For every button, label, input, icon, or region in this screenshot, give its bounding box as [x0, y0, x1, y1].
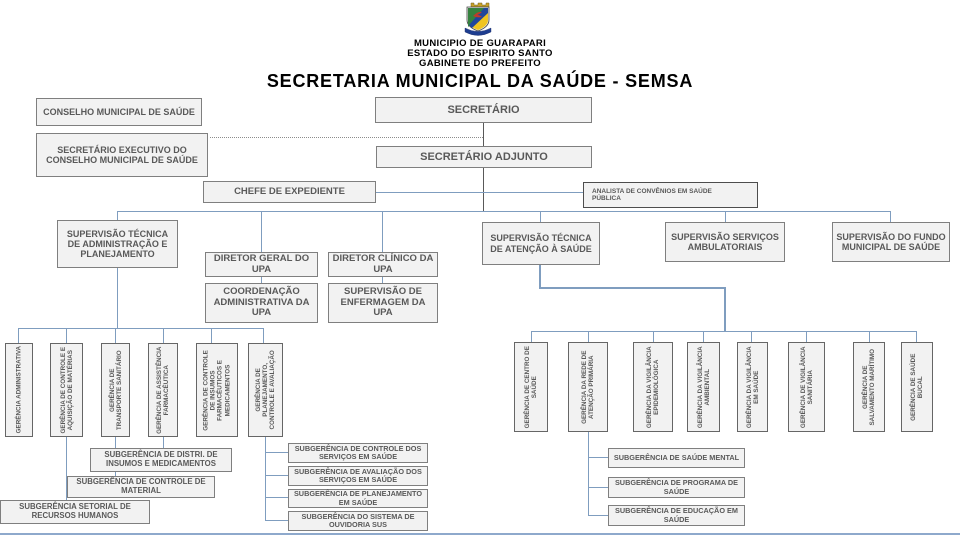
box-secretario: SECRETÁRIO	[375, 97, 592, 123]
box-supervisao-admin-planejamento: SUPERVISÃO TÉCNICA DE ADMINISTRAÇÃO E PLANEJAMENTO	[57, 220, 178, 268]
gerencia-label: GERÊNCIA DE TRANSPORTE SANITÁRIO	[108, 350, 123, 430]
box-supervisao-ambulatoriais: SUPERVISÃO SERVIÇOS AMBULATORIAIS	[665, 222, 785, 262]
connector-line	[265, 520, 288, 521]
box-subgerencia-recursos-humanos: SUBGERÊNCIA SETORIAL DE RECURSOS HUMANOS	[0, 500, 150, 524]
connector-line	[382, 211, 383, 252]
connector-line	[265, 452, 288, 453]
box-gerencia-salvamento-maritimo	[853, 342, 885, 432]
connector-line	[117, 268, 118, 329]
org-line-2: ESTADO DO ESPIRITO SANTO	[407, 48, 553, 59]
connector-line	[117, 211, 891, 212]
connector-line	[163, 437, 164, 448]
connector-line	[531, 331, 532, 342]
box-gerencia-vigilancia-sanitaria	[788, 342, 825, 432]
gerencia-label: GERÊNCIA DE SAÚDE BUCAL	[909, 353, 924, 421]
box-conselho-municipal: CONSELHO MUNICIPAL DE SAÚDE	[36, 98, 202, 126]
connector-line	[588, 432, 589, 516]
connector-line	[588, 331, 589, 342]
box-gerencia-transporte-sanitario	[101, 343, 130, 437]
connector-line	[376, 192, 583, 193]
box-subgerencia-distri-insumos: SUBGERÊNCIA DE DISTRI. DE INSUMOS E MEDICAMENTOS	[90, 448, 232, 472]
connector-line	[265, 437, 266, 521]
gerencia-label: GERÊNCIA DE SALVAMENTO MARÍTIMO	[861, 348, 876, 426]
connector-line	[261, 211, 262, 252]
connector-line	[588, 457, 608, 458]
box-gerencia-controle-insumos	[196, 343, 238, 437]
connector-line	[263, 328, 264, 343]
box-diretor-clinico-upa: DIRETOR CLÍNICO DA UPA	[328, 252, 438, 277]
box-gerencia-rede-atencao-primaria	[568, 342, 608, 432]
box-gerencia-saude-bucal	[901, 342, 933, 432]
connector-line	[483, 168, 484, 211]
connector-line	[588, 487, 608, 488]
gerencia-label: GERÊNCIA DE CONTROLE E AQUISIÇÃO DE MATÉRIAS	[59, 346, 74, 434]
box-chefe-expediente: CHEFE DE EXPEDIENTE	[203, 181, 376, 203]
connector-line	[869, 331, 870, 342]
box-subgerencia-controle-material: SUBGERÊNCIA DE CONTROLE DE MATERIAL	[67, 476, 215, 498]
box-subgerencia-controle-servicos: SUBGERÊNCIA DE CONTROLE DOS SERVIÇOS EM SAÚDE	[288, 443, 428, 463]
box-gerencia-vigilancia-ambiental	[687, 342, 720, 432]
gerencia-label: GERÊNCIA DA REDE DE ATENÇÃO PRIMÁRIA	[580, 350, 595, 424]
connector-line	[916, 331, 917, 342]
box-gerencia-assistencia-farmaceutica	[148, 343, 178, 437]
box-gerencia-administrativa	[5, 343, 33, 437]
connector-line	[117, 211, 118, 220]
connector-line	[703, 331, 704, 342]
connector-line	[539, 287, 726, 289]
connector-line	[18, 328, 19, 343]
gerencia-label: GERÊNCIA DE ASSISTÊNCIA FARMACÊUTICA	[155, 346, 170, 434]
connector-line	[211, 328, 212, 343]
gerencia-label: GERÊNCIA DE CONTROLE DE INSUMOS FARMACÊUTICOS E MEDICAMENTOS	[202, 349, 232, 431]
connector-line	[588, 515, 608, 516]
gerencia-label: GERÊNCIA DA VIGILÂNCIA AMBIENTAL	[696, 346, 711, 428]
connector-line	[115, 328, 116, 343]
box-gerencia-centro-saude	[514, 342, 548, 432]
box-subgerencia-educacao-saude: SUBGERÊNCIA DE EDUCAÇÃO EM SAÚDE	[608, 505, 745, 526]
org-line-3: GABINETE DO PREFEITO	[419, 58, 541, 69]
box-subgerencia-saude-mental: SUBGERÊNCIA DE SAÚDE MENTAL	[608, 448, 745, 468]
connector-line	[540, 211, 541, 222]
gerencia-label: GERÊNCIA ADMINISTRATIVA	[15, 346, 23, 434]
box-coordenacao-admin-upa: COORDENAÇÃO ADMINISTRATIVA DA UPA	[205, 283, 318, 323]
box-supervisao-fundo-municipal: SUPERVISÃO DO FUNDO MUNICIPAL DE SAÚDE	[832, 222, 950, 262]
connector-line	[265, 497, 288, 498]
connector-line	[539, 265, 541, 289]
gerencia-label: GERÊNCIA DE VIGILÂNCIA SANITÁRIA	[799, 346, 814, 428]
box-subgerencia-planejamento-saude: SUBGERÊNCIA DE PLANEJAMENTO EM SAÚDE	[288, 489, 428, 508]
box-gerencia-controle-aquisicao	[50, 343, 83, 437]
box-supervisao-atencao-saude: SUPERVISÃO TÉCNICA DE ATENÇÃO À SAÚDE	[482, 222, 600, 265]
box-gerencia-planejamento-controle	[248, 343, 283, 437]
connector-line	[724, 287, 726, 332]
box-gerencia-vigilancia-saude	[737, 342, 768, 432]
connector-line	[751, 331, 752, 342]
dotted-connector-line	[210, 137, 483, 138]
connector-line	[806, 331, 807, 342]
connector-line	[265, 475, 288, 476]
box-subgerencia-avaliacao-servicos: SUBGERÊNCIA DE AVALIAÇÃO DOS SERVIÇOS EM SAÚDE	[288, 466, 428, 486]
municipal-crest-icon	[458, 2, 498, 36]
gerencia-label: GERÊNCIA DE CENTRO DE SAÚDE	[523, 345, 538, 429]
box-subgerencia-programa-saude: SUBGERÊNCIA DE PROGRAMA DE SAÚDE	[608, 477, 745, 498]
connector-line	[163, 328, 164, 343]
connector-line	[890, 211, 891, 222]
box-secretario-executivo: SECRETÁRIO EXECUTIVO DO CONSELHO MUNICIPAL DE SAÚDE	[36, 133, 208, 177]
box-subgerencia-ouvidoria-sus: SUBGERÊNCIA DO SISTEMA DE OUVIDORIA SUS	[288, 511, 428, 531]
connector-line	[483, 123, 484, 146]
bottom-rule	[0, 533, 960, 535]
box-analista-convenios: ANALISTA DE CONVÊNIOS EM SAÚDE PÚBLICA	[583, 182, 758, 208]
gerencia-label: GERÊNCIA DA VIGILÂNCIA EPIDEMIOLÓGICA	[645, 346, 660, 428]
gerencia-label: GERÊNCIA DA VIGILÂNCIA EM SAÚDE	[745, 346, 760, 428]
connector-line	[66, 328, 67, 343]
box-supervisao-enfermagem-upa: SUPERVISÃO DE ENFERMAGEM DA UPA	[328, 283, 438, 323]
connector-line	[725, 211, 726, 222]
box-gerencia-vigilancia-epidemiologica	[633, 342, 673, 432]
box-diretor-geral-upa: DIRETOR GERAL DO UPA	[205, 252, 318, 277]
page-title: SECRETARIA MUNICIPAL DA SAÚDE - SEMSA	[266, 71, 694, 91]
box-secretario-adjunto: SECRETÁRIO ADJUNTO	[376, 146, 592, 168]
connector-line	[18, 328, 264, 329]
connector-line	[653, 331, 654, 342]
gerencia-label: GERÊNCIA DE PLANEJAMENTO, CONTROLE E AVALIAÇÃO	[254, 350, 277, 430]
org-line-1: MUNICIPIO DE GUARAPARI	[413, 38, 547, 49]
